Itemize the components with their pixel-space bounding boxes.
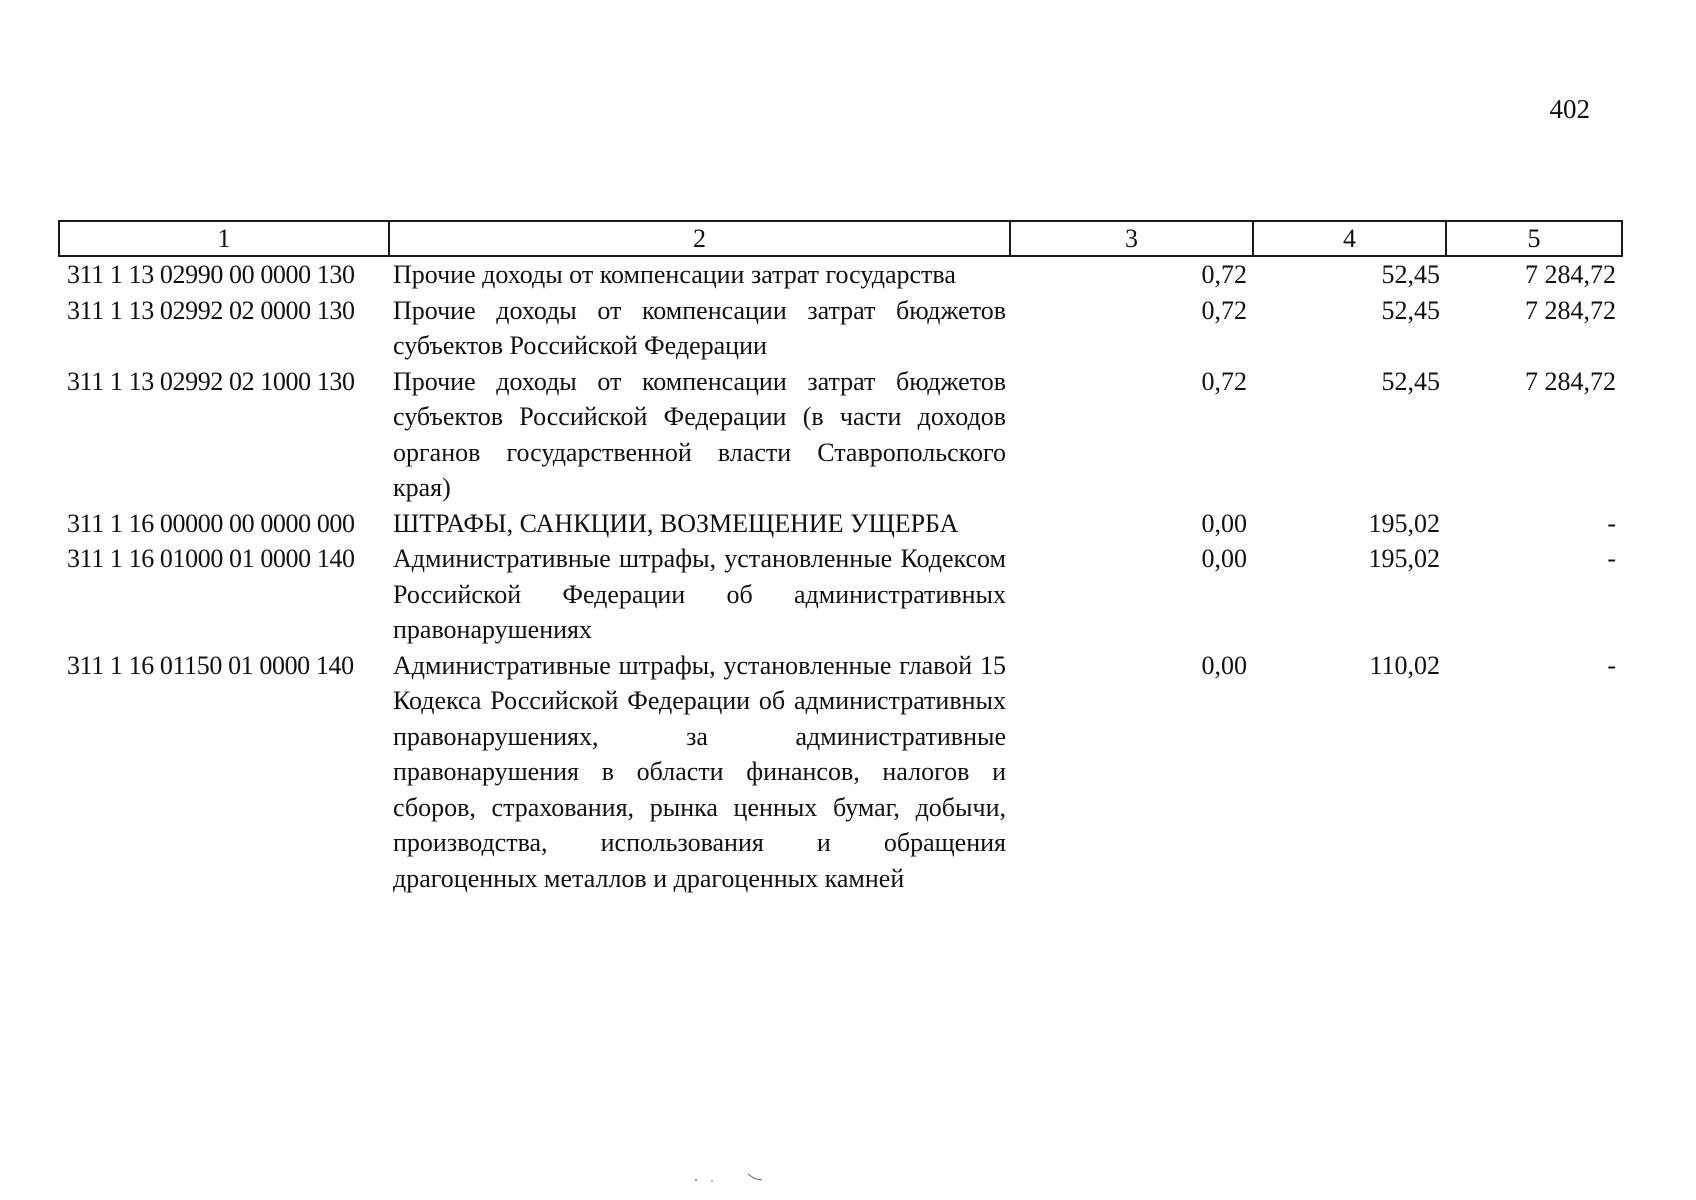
table-row bbox=[59, 506, 1622, 542]
amount-col4: 110,02 bbox=[1369, 650, 1440, 680]
revenue-name: Прочие доходы от компенсации затрат государства bbox=[393, 260, 956, 289]
amount-col5: 7 284,72 bbox=[1525, 260, 1616, 289]
amount-col5: - bbox=[1607, 650, 1616, 680]
amount-col4: 195,02 bbox=[1368, 508, 1440, 538]
table-row bbox=[59, 364, 1622, 506]
amount-col5: - bbox=[1607, 544, 1616, 573]
amount-col5: 7 284,72 bbox=[1525, 295, 1616, 325]
amount-col4: 52,45 bbox=[1381, 366, 1440, 396]
table-row bbox=[59, 541, 1622, 648]
column-header-4: 4 bbox=[1253, 221, 1446, 256]
amount-col5: - bbox=[1607, 508, 1616, 538]
budget-code: 311 1 16 01000 01 0000 140 bbox=[67, 544, 355, 573]
amount-col5: 7 284,72 bbox=[1525, 366, 1616, 396]
table-row bbox=[59, 293, 1622, 364]
amount-col3: 0,00 bbox=[1201, 650, 1247, 680]
budget-code: 311 1 13 02992 02 1000 130 bbox=[67, 366, 355, 396]
budget-code: 311 1 13 02992 02 0000 130 bbox=[67, 295, 355, 325]
scan-specks-decoration bbox=[690, 1172, 770, 1184]
revenue-name: Прочие доходы от компенсации затрат бюджетов субъектов Российской Федерации (в части доходов органов государственной власти Ставропольского края) bbox=[393, 366, 1006, 502]
table-header-row bbox=[59, 221, 1622, 256]
budget-revenue-table bbox=[58, 220, 1623, 896]
amount-col3: 0,72 bbox=[1201, 260, 1247, 289]
budget-code: 311 1 16 01150 01 0000 140 bbox=[67, 650, 354, 680]
amount-col3: 0,72 bbox=[1201, 366, 1247, 396]
amount-col3: 0,00 bbox=[1201, 508, 1247, 538]
column-header-3: 3 bbox=[1010, 221, 1253, 256]
column-header-2: 2 bbox=[389, 221, 1010, 256]
table-row bbox=[59, 648, 1622, 897]
column-header-1: 1 bbox=[59, 221, 389, 256]
revenue-name: Прочие доходы от компенсации затрат бюджетов субъектов Российской Федерации bbox=[393, 295, 1006, 360]
amount-col4: 195,02 bbox=[1368, 544, 1440, 573]
amount-col4: 52,45 bbox=[1381, 295, 1440, 325]
column-header-5: 5 bbox=[1446, 221, 1622, 256]
table-row bbox=[59, 256, 1622, 293]
budget-code: 311 1 16 00000 00 0000 000 bbox=[67, 508, 355, 538]
amount-col4: 52,45 bbox=[1381, 260, 1440, 289]
amount-col3: 0,00 bbox=[1201, 544, 1247, 573]
page-number: 402 bbox=[1549, 94, 1590, 124]
budget-code: 311 1 13 02990 00 0000 130 bbox=[67, 260, 355, 289]
revenue-name: Административные штрафы, установленные главой 15 Кодекса Российской Федерации об административных правонарушениях, за административные правонарушения в области финансов, налогов и сборов, страхования, рынка ценных бумаг, добычи, производства, использования и обращения драгоценных металлов и драгоценных камней bbox=[393, 650, 1006, 893]
amount-col3: 0,72 bbox=[1201, 295, 1247, 325]
revenue-name: ШТРАФЫ, САНКЦИИ, ВОЗМЕЩЕНИЕ УЩЕРБА bbox=[393, 508, 959, 538]
budget-table-container bbox=[58, 220, 1621, 896]
revenue-name: Административные штрафы, установленные Кодексом Российской Федерации об административных правонарушениях bbox=[393, 544, 1006, 644]
